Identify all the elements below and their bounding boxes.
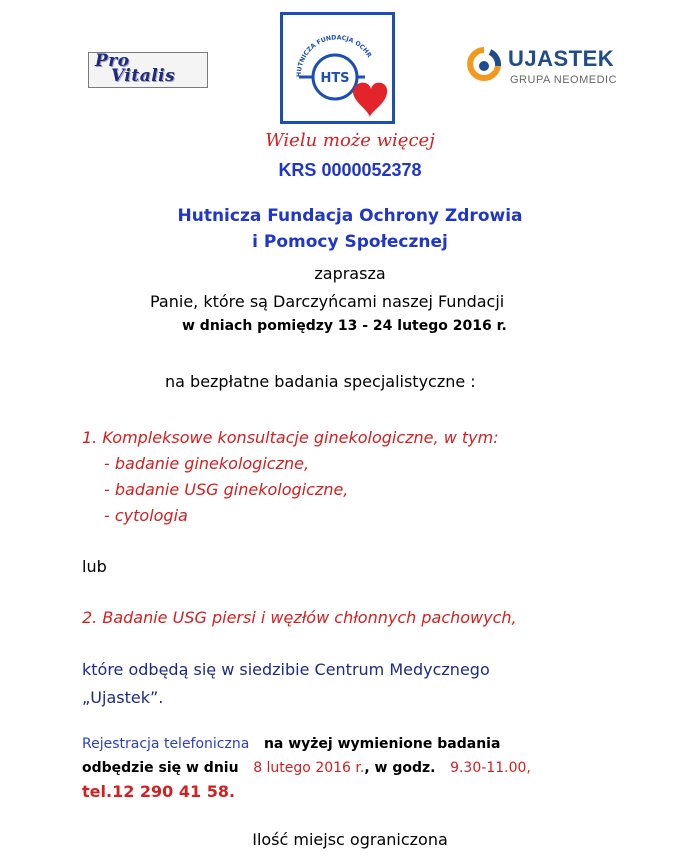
registration-line2 <box>82 760 531 776</box>
location-line1: które odbędą się w siedzibie Centrum Medycznego <box>82 660 490 679</box>
date-range: w dniach pomiędzy 13 - 24 lutego 2016 r. <box>182 318 507 334</box>
ujastek-name: UJASTEK <box>508 46 615 71</box>
or-text: lub <box>82 557 107 576</box>
ujastek-logo <box>466 44 626 94</box>
registration-text3: , w godz. <box>364 760 436 776</box>
item1-subitem: - badanie ginekologiczne, <box>104 454 310 473</box>
registration-label: Rejestracja telefoniczna <box>82 736 250 752</box>
provitalis-logo-line1: Pro <box>95 51 130 71</box>
registration-date: 8 lutego 2016 r. <box>253 760 365 776</box>
provitalis-logo <box>88 52 208 88</box>
item2-title: 2. Badanie USG piersi i węzłów chłonnych pachowych, <box>82 608 517 627</box>
provitalis-logo-line2: Vitalis <box>111 66 176 86</box>
ujastek-group: GRUPA NEOMEDIC <box>510 74 618 86</box>
krs-number: KRS 0000052378 <box>278 160 422 180</box>
motto: Wielu może więcej <box>265 130 435 151</box>
hts-center-text: HTS <box>320 71 350 86</box>
phone-number: tel.12 290 41 58. <box>82 782 236 801</box>
registration-line1 <box>82 736 500 752</box>
hts-arc-text: HUTNICZA FUNDACJA OCHR <box>295 34 373 78</box>
item1-subitem: - cytologia <box>104 506 188 525</box>
hts-emblem-icon <box>283 15 392 121</box>
item1-subitem: - badanie USG ginekologiczne, <box>104 480 349 499</box>
invites-text: zaprasza <box>314 264 386 283</box>
registration-text1: na wyżej wymienione badania <box>263 736 501 752</box>
svg-text:HUTNICZA FUNDACJA OCHRONY ZDRO <box>283 15 373 77</box>
limited-places: Ilość miejsc ograniczona <box>252 830 448 849</box>
registration-text2: odbędzie się w dniu <box>82 760 239 776</box>
location-line2: „Ujastek”. <box>82 688 164 707</box>
intro-text: na bezpłatne badania specjalistyczne : <box>165 372 476 391</box>
ujastek-mark-icon <box>466 46 502 86</box>
audience-text: Panie, które są Darczyńcami naszej Fundacji <box>150 292 505 311</box>
organization-name-line1: Hutnicza Fundacja Ochrony Zdrowia <box>177 206 523 226</box>
hts-logo <box>280 12 395 124</box>
registration-hours: 9.30-11.00, <box>450 760 531 776</box>
item1-title: 1. Kompleksowe konsultacje ginekologiczne, w tym: <box>82 428 499 447</box>
organization-name-line2: i Pomocy Społecznej <box>252 232 448 252</box>
